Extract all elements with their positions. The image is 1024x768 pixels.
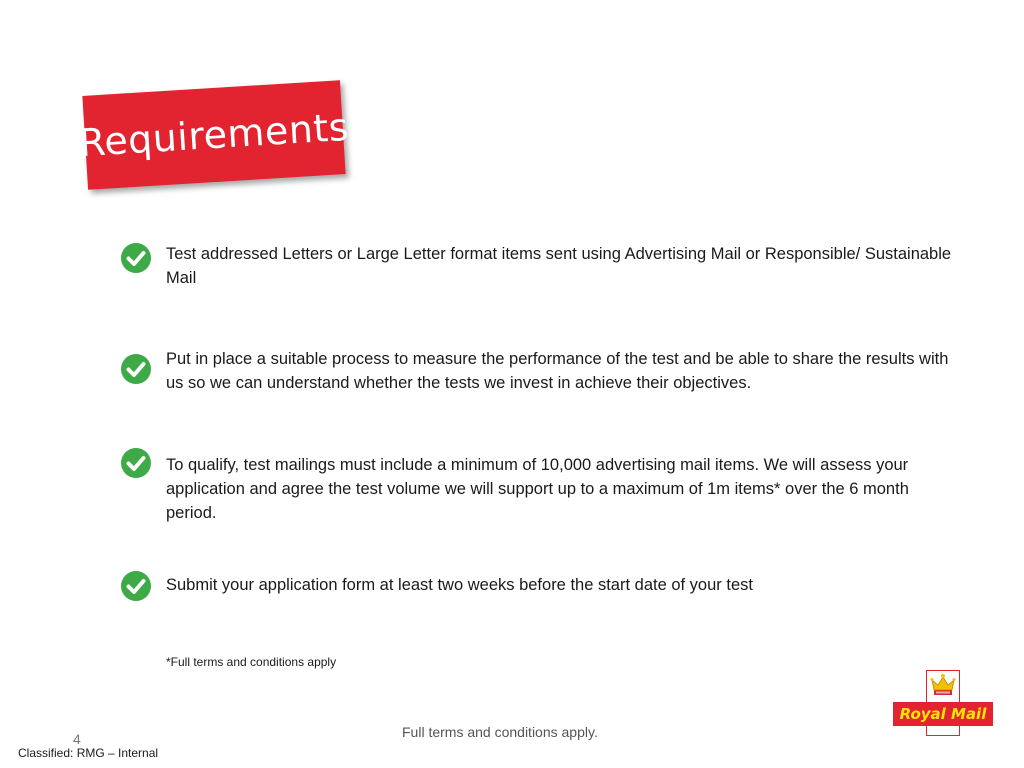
checkmark-icon xyxy=(120,570,152,602)
checkmark-icon xyxy=(120,353,152,385)
checkmark-icon xyxy=(120,242,152,274)
classification-label: Classified: RMG – Internal xyxy=(18,746,159,760)
crown-icon xyxy=(927,670,959,702)
page-number: 4 xyxy=(73,731,81,747)
requirement-text: Put in place a suitable process to measure the performance of the test and be able to share the results with us so we can understand whether the tests we invest in achieve their objectives. xyxy=(166,350,949,392)
requirement-text: Submit your application form at least two weeks before the start date of your test xyxy=(166,576,753,594)
checkmark-icon xyxy=(120,447,152,479)
logo-plate xyxy=(893,702,993,726)
footnote: *Full terms and conditions apply xyxy=(166,655,337,669)
list-item xyxy=(120,573,960,602)
requirement-text: Test addressed Letters or Large Letter format items sent using Advertising Mail or Responsible/ Sustainable Mail xyxy=(166,245,952,287)
footer-terms: Full terms and conditions apply. xyxy=(402,724,598,740)
royal-mail-logo xyxy=(893,670,993,736)
list-item xyxy=(120,242,960,290)
page-title: Requirements xyxy=(77,104,351,166)
list-item xyxy=(120,453,960,525)
logo-text: Royal Mail xyxy=(899,705,987,723)
requirement-text: To qualify, test mailings must include a minimum of 10,000 advertising mail items. We will assess your application and agree the test volume we will support up to a maximum of 1m items* over the 6 month period. xyxy=(166,456,909,522)
list-item xyxy=(120,347,960,395)
